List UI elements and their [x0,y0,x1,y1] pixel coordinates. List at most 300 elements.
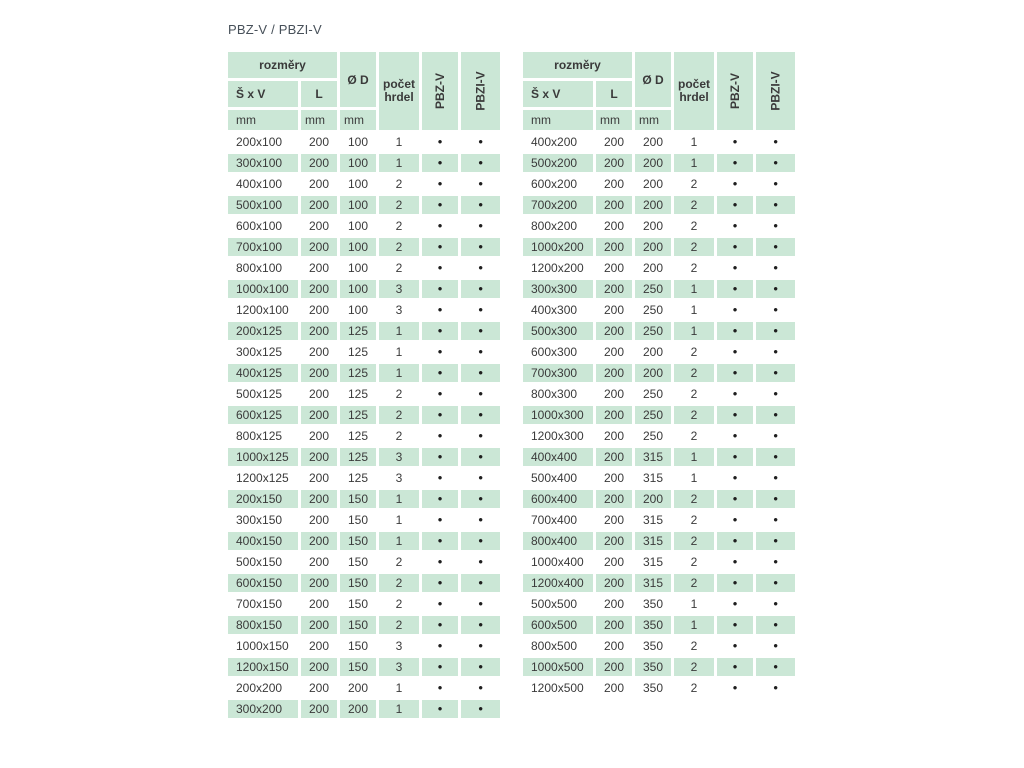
cell-pbziv [756,616,795,634]
availability-dot: • [732,239,738,254]
cell-diameter: 315 [642,471,664,485]
cell-length: 200 [603,303,625,317]
availability-dot: • [773,239,778,254]
cell-pbziv [756,196,795,214]
cell-diameter: 200 [635,238,671,256]
availability-dot: • [437,176,443,191]
table-header [523,52,795,130]
cell-dimensions: 300x125 [236,345,283,359]
cell-length: 200 [301,700,337,718]
cell-diameter: 200 [642,135,664,149]
header-dimensions: rozměry [228,52,337,78]
cell-dimensions: 600x300 [531,345,578,359]
cell-dimensions: 600x100 [236,219,283,233]
cell-length: 200 [603,471,625,485]
availability-dot: • [478,302,483,317]
table-row [523,196,795,214]
cell-neck-count: 1 [379,700,419,718]
cell-neck-count: 1 [379,490,419,508]
cell-pbzv [717,406,753,424]
cell-neck-count: 1 [379,532,419,550]
cell-neck-count: 2 [690,345,698,359]
cell-dimensions: 200x200 [236,681,283,695]
cell-length: 200 [603,513,625,527]
cell-diameter: 100 [340,280,376,298]
cell-dimensions: 500x125 [236,387,283,401]
table-row [523,406,795,424]
cell-pbzv [717,574,753,592]
cell-diameter: 125 [340,364,376,382]
cell-pbzv [422,490,458,508]
table-row [523,637,795,655]
table-row [228,322,500,340]
cell-length: 200 [596,364,632,382]
table-row [228,364,500,382]
availability-dot: • [437,596,443,611]
header-diameter: Ø D [635,52,671,107]
cell-neck-count: 2 [395,429,403,443]
cell-pbziv [756,658,795,676]
cell-diameter: 125 [347,387,369,401]
availability-dot: • [437,155,443,170]
cell-dimensions: 1000x400 [531,555,584,569]
table-row [523,238,795,256]
cell-dimensions: 400x400 [523,448,593,466]
cell-pbziv [756,595,795,613]
cell-neck-count: 2 [690,177,698,191]
cell-pbzv [717,679,753,697]
cell-neck-count: 1 [674,448,714,466]
cell-dimensions: 400x300 [531,303,578,317]
availability-dot: • [773,134,778,149]
cell-length: 200 [301,490,337,508]
cell-neck-count: 1 [379,364,419,382]
cell-neck-count: 3 [379,280,419,298]
table-row [523,427,795,445]
availability-dot: • [732,428,738,443]
availability-dot: • [478,491,483,506]
cell-dimensions: 800x150 [228,616,298,634]
availability-dot: • [773,407,778,422]
cell-length: 200 [596,322,632,340]
availability-dot: • [773,659,778,674]
cell-neck-count: 2 [690,639,698,653]
cell-neck-count: 3 [395,303,403,317]
availability-dot: • [732,218,738,233]
cell-pbziv [461,322,500,340]
cell-neck-count: 2 [674,658,714,676]
cell-neck-count: 1 [395,681,403,695]
cell-pbzv [717,511,753,529]
availability-dot: • [773,323,778,338]
cell-dimensions: 300x100 [228,154,298,172]
availability-dot: • [478,617,483,632]
table-row [228,406,500,424]
availability-dot: • [732,575,738,590]
availability-dot: • [437,512,443,527]
spec-table-right [520,49,798,700]
availability-dot: • [437,638,443,653]
availability-dot: • [437,239,443,254]
cell-length: 200 [308,303,330,317]
header-pbzv-label: PBZ-V [433,73,447,109]
availability-dot: • [773,638,778,653]
cell-diameter: 200 [642,219,664,233]
cell-diameter: 100 [340,238,376,256]
cell-diameter: 150 [340,658,376,676]
availability-dot: • [732,134,738,149]
cell-pbziv [756,217,795,235]
table-row [228,658,500,676]
cell-pbziv [756,511,795,529]
cell-pbziv [461,364,500,382]
cell-dimensions: 800x200 [531,219,578,233]
availability-dot: • [478,596,483,611]
cell-length: 200 [301,532,337,550]
cell-neck-count: 2 [674,574,714,592]
cell-neck-count: 3 [379,658,419,676]
table-row [228,385,500,403]
cell-dimensions: 800x125 [236,429,283,443]
cell-pbzv [422,343,458,361]
availability-dot: • [773,533,778,548]
cell-pbzv [717,553,753,571]
cell-diameter: 150 [340,490,376,508]
cell-neck-count: 2 [395,261,403,275]
cell-neck-count: 2 [674,406,714,424]
table-row [523,595,795,613]
table-row [523,511,795,529]
cell-dimensions: 600x125 [228,406,298,424]
cell-pbzv [717,490,753,508]
cell-length: 200 [596,490,632,508]
table-row [523,154,795,172]
availability-dot: • [732,323,738,338]
availability-dot: • [732,533,738,548]
cell-dimensions: 400x125 [228,364,298,382]
header-pbziv [756,52,795,130]
cell-dimensions: 1200x400 [523,574,593,592]
table-row [228,595,500,613]
cell-length: 200 [603,429,625,443]
cell-pbziv [461,658,500,676]
cell-pbzv [422,700,458,718]
cell-pbziv [756,385,795,403]
table-row [523,343,795,361]
table-row [523,217,795,235]
cell-length: 200 [301,364,337,382]
availability-dot: • [732,596,738,611]
cell-length: 200 [301,406,337,424]
availability-dot: • [732,302,738,317]
cell-dimensions: 400x100 [236,177,283,191]
cell-neck-count: 2 [690,219,698,233]
availability-dot: • [437,302,443,317]
cell-diameter: 315 [642,513,664,527]
cell-pbzv [422,637,458,655]
cell-neck-count: 2 [379,406,419,424]
header-neck-count: počet hrdel [674,52,714,130]
cell-pbzv [717,133,753,151]
availability-dot: • [437,491,443,506]
header-unit-length: mm [301,110,337,130]
availability-dot: • [437,365,443,380]
spec-table-left [225,49,503,721]
cell-dimensions: 1000x200 [523,238,593,256]
cell-pbzv [422,679,458,697]
cell-diameter: 250 [635,406,671,424]
availability-dot: • [773,617,778,632]
cell-diameter: 200 [642,177,664,191]
cell-diameter: 150 [347,597,369,611]
cell-diameter: 350 [635,616,671,634]
cell-pbziv [461,448,500,466]
availability-dot: • [478,197,483,212]
cell-pbzv [717,658,753,676]
cell-neck-count: 3 [395,639,403,653]
availability-dot: • [773,176,778,191]
availability-dot: • [732,344,738,359]
cell-length: 200 [603,135,625,149]
cell-pbziv [756,322,795,340]
cell-diameter: 350 [635,658,671,676]
cell-diameter: 350 [642,639,664,653]
availability-dot: • [732,659,738,674]
cell-neck-count: 2 [690,429,698,443]
cell-pbzv [717,154,753,172]
cell-dimensions: 1000x150 [236,639,289,653]
cell-pbziv [756,532,795,550]
cell-dimensions: 200x150 [228,490,298,508]
cell-pbziv [756,553,795,571]
cell-dimensions: 600x500 [523,616,593,634]
cell-length: 200 [308,387,330,401]
cell-dimensions: 500x200 [523,154,593,172]
availability-dot: • [478,281,483,296]
availability-dot: • [437,134,443,149]
availability-dot: • [732,449,738,464]
cell-pbziv [756,301,795,319]
cell-length: 200 [308,219,330,233]
cell-diameter: 125 [347,345,369,359]
cell-length: 200 [596,448,632,466]
cell-length: 200 [596,238,632,256]
cell-neck-count: 2 [690,555,698,569]
cell-dimensions: 1200x125 [236,471,289,485]
cell-length: 200 [301,616,337,634]
cell-length: 200 [603,387,625,401]
cell-pbziv [461,637,500,655]
header-sxv: Š x V [228,81,298,107]
availability-dot: • [732,365,738,380]
availability-dot: • [478,428,483,443]
cell-pbziv [461,427,500,445]
cell-pbziv [756,448,795,466]
cell-pbzv [717,637,753,655]
cell-length: 200 [308,681,330,695]
cell-pbzv [422,196,458,214]
cell-dimensions: 1200x100 [236,303,289,317]
cell-pbzv [422,595,458,613]
cell-pbzv [422,616,458,634]
cell-diameter: 350 [642,681,664,695]
table-row [228,280,500,298]
availability-dot: • [437,323,443,338]
cell-pbziv [756,406,795,424]
cell-diameter: 250 [642,387,664,401]
cell-pbzv [422,448,458,466]
cell-pbzv [717,343,753,361]
cell-neck-count: 2 [395,387,403,401]
cell-pbzv [717,301,753,319]
cell-pbzv [422,154,458,172]
cell-pbziv [461,385,500,403]
cell-diameter: 100 [347,177,369,191]
cell-length: 200 [308,471,330,485]
cell-pbziv [461,490,500,508]
cell-pbzv [717,322,753,340]
cell-length: 200 [603,597,625,611]
availability-dot: • [437,680,443,695]
header-pbzv [717,52,753,130]
availability-dot: • [773,302,778,317]
cell-dimensions: 800x100 [236,261,283,275]
availability-dot: • [437,533,443,548]
availability-dot: • [437,659,443,674]
cell-diameter: 100 [340,196,376,214]
availability-dot: • [437,218,443,233]
cell-pbziv [461,469,500,487]
cell-pbziv [461,238,500,256]
cell-length: 200 [308,345,330,359]
table-row [228,700,500,718]
availability-dot: • [478,323,483,338]
availability-dot: • [773,512,778,527]
cell-pbzv [717,532,753,550]
cell-neck-count: 2 [395,177,403,191]
header-pbziv-label: PBZI-V [473,71,488,111]
availability-dot: • [437,575,443,590]
cell-diameter: 125 [347,471,369,485]
cell-neck-count: 2 [395,555,403,569]
cell-diameter: 200 [635,490,671,508]
cell-neck-count: 1 [395,513,403,527]
table-row [228,154,500,172]
cell-length: 200 [603,639,625,653]
header-length: L [301,81,337,107]
table-row [228,637,500,655]
cell-pbzv [717,259,753,277]
cell-length: 200 [596,154,632,172]
cell-pbzv [717,469,753,487]
availability-dot: • [773,344,778,359]
table-row [523,658,795,676]
cell-pbziv [461,343,500,361]
availability-dot: • [773,218,778,233]
table-header [228,52,500,130]
cell-pbzv [717,616,753,634]
table-row [228,511,500,529]
cell-pbziv [756,490,795,508]
table-row [523,322,795,340]
cell-pbzv [717,196,753,214]
cell-pbziv [756,679,795,697]
cell-length: 200 [603,261,625,275]
header-unit-diameter: mm [340,110,376,130]
availability-dot: • [478,239,483,254]
cell-pbzv [717,280,753,298]
availability-dot: • [478,365,483,380]
cell-dimensions: 300x200 [228,700,298,718]
availability-dot: • [478,449,483,464]
cell-neck-count: 2 [674,532,714,550]
availability-dot: • [732,386,738,401]
cell-dimensions: 800x500 [531,639,578,653]
cell-dimensions: 1000x500 [523,658,593,676]
cell-pbziv [461,154,500,172]
table-row [523,259,795,277]
availability-dot: • [773,155,778,170]
table-row [228,238,500,256]
cell-length: 200 [596,406,632,424]
cell-diameter: 150 [347,513,369,527]
cell-diameter: 250 [642,303,664,317]
cell-neck-count: 3 [379,448,419,466]
table-row [523,133,795,151]
cell-diameter: 100 [347,261,369,275]
availability-dot: • [773,197,778,212]
availability-dot: • [773,428,778,443]
cell-neck-count: 1 [674,154,714,172]
availability-dot: • [773,386,778,401]
table-row [523,301,795,319]
cell-diameter: 125 [340,406,376,424]
header-unit-sxv: mm [228,110,298,130]
cell-length: 200 [603,219,625,233]
table-row [228,574,500,592]
availability-dot: • [732,407,738,422]
table-row [523,469,795,487]
availability-dot: • [437,449,443,464]
table-row [523,532,795,550]
cell-diameter: 150 [340,616,376,634]
cell-neck-count: 1 [395,135,403,149]
cell-pbzv [422,553,458,571]
cell-pbzv [422,364,458,382]
table-row [228,196,500,214]
cell-dimensions: 1200x200 [531,261,584,275]
availability-dot: • [732,638,738,653]
cell-length: 200 [308,597,330,611]
cell-pbzv [422,406,458,424]
availability-dot: • [773,470,778,485]
cell-pbziv [461,406,500,424]
cell-pbziv [756,364,795,382]
cell-pbziv [461,616,500,634]
header-unit-length: mm [596,110,632,130]
cell-dimensions: 400x200 [531,135,578,149]
cell-dimensions: 700x150 [236,597,283,611]
cell-pbziv [461,196,500,214]
availability-dot: • [773,491,778,506]
cell-pbzv [422,301,458,319]
table-row [228,175,500,193]
cell-length: 200 [596,280,632,298]
availability-dot: • [732,197,738,212]
cell-diameter: 150 [340,532,376,550]
table-row [523,616,795,634]
cell-diameter: 315 [635,532,671,550]
